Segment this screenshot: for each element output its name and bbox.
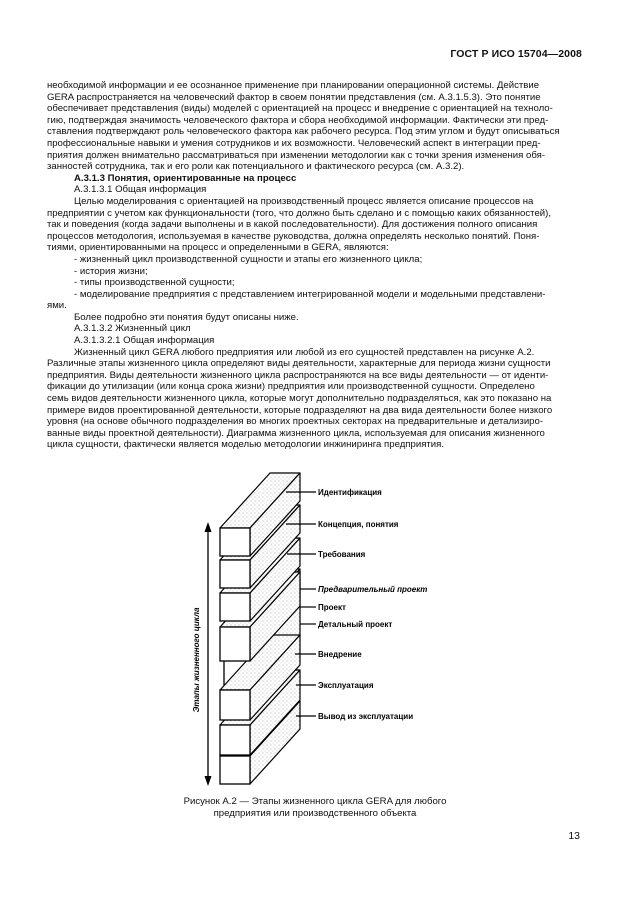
text-line: уровня (на основе обычного подразделения во многих проектных секторах на предварительные и детализиро-	[47, 416, 544, 428]
text-line: приятия должен внимательно рассматриваться при изменении методологии как с точки зрения изменения обя-	[47, 149, 546, 161]
subsection-heading-a3131: А.3.1.3.1 Общая информация	[74, 184, 207, 196]
caption-line: Рисунок А.2 — Этапы жизненного цикла GERA для любого	[183, 796, 447, 807]
text-line: Целью моделирования с ориентацией на производственный процесс является описание процессов на	[74, 195, 534, 207]
page-header-standard: ГОСТ Р ИСО 15704—2008	[450, 48, 582, 60]
text-line: GERA распространяется на человеческий фактор в своем понятии представления (см. А.3.1.5.3). Это понятие	[47, 91, 541, 103]
text-line: ванные виды проектной деятельности). Диаграмма жизненного цикла, используемая для описания жизненного	[47, 427, 545, 439]
paragraph-process-modeling	[47, 196, 583, 254]
list-item: - типы производственной сущности;	[74, 277, 235, 289]
list-item: - жизненный цикл производственной сущности и этапы его жизненного цикла;	[74, 253, 423, 265]
caption-line: предприятия или производственного объекта	[213, 807, 417, 819]
axis-arrow	[205, 522, 212, 786]
paragraph-human-factor	[47, 80, 583, 173]
figure-life-cycle-diagram	[150, 460, 480, 790]
stage-label: Проект	[318, 603, 346, 612]
life-cycle-stack-diagram	[150, 460, 480, 790]
subsection-heading-a3132: А.3.1.3.2 Жизненный цикл	[74, 323, 191, 335]
body-text	[47, 80, 583, 451]
text-line: ставления подтверждают роль человеческого фактора как рабочего ресурса. Под этим углом и будут описываться	[47, 126, 560, 138]
stage-label: Концепция, понятия	[318, 520, 399, 529]
stage-label: Детальный проект	[318, 620, 393, 629]
section-heading-a313: А.3.1.3 Понятия, ориентированные на процесс	[74, 172, 297, 184]
figure-caption	[0, 796, 630, 819]
stage-label: Предварительный проект	[318, 585, 428, 594]
list-item: - история жизни;	[74, 265, 148, 277]
paragraph-more-details: Более подробно эти понятия будут описаны ниже.	[74, 311, 299, 323]
text-line: Жизненный цикл GERA любого предприятия или любой из его сущностей представлен на рисунке А.2.	[74, 346, 535, 358]
stage-label: Требования	[318, 550, 366, 559]
text-line: занностей сотрудника, так и его роли как потенциального и фактического ресурса (см. А.3.2).	[47, 161, 465, 173]
stage-label: Идентификация	[318, 488, 382, 497]
list-item: - моделирование предприятия с представлением интегрированной модели и модельными представлени-	[74, 288, 546, 300]
stage-blocks	[220, 473, 300, 784]
axis-label: Этапы жизненного цикла	[192, 607, 201, 713]
text-line: примере видов проектированной деятельности, которые подразделяют на два вида деятельности более низкого	[47, 404, 553, 416]
page-number: 13	[568, 830, 580, 842]
text-line: профессиональные навыки и умения сотрудников и их возможности. Человеческий аспект в интеграции пред-	[47, 137, 541, 149]
text-line: предприятии с учетом как функциональности (того, что должно быть сделано и с помощью каких обязанностей),	[47, 207, 551, 219]
stage-labels	[286, 488, 427, 721]
stage-label: Вывод из эксплуатации	[318, 712, 414, 721]
text-line: фикации до утилизации (или конца срока жизни) предприятия или производственной сущности. Определено	[47, 381, 535, 393]
text-line: необходимой информации и ее осознанное применение при планировании операционной системы. Действие	[47, 80, 540, 91]
text-line: процессов методология, используемая в качестве руководства, должна определять несколько понятий. Поня-	[47, 230, 540, 242]
stage-label: Внедрение	[318, 650, 362, 659]
text-line: Различные этапы жизненного цикла определяют виды деятельности, характерные для периода жизни сущности	[47, 358, 551, 370]
subsection-heading-a31321: А.3.1.3.2.1 Общая информация	[74, 335, 215, 347]
paragraph-life-cycle	[47, 347, 583, 451]
text-line: предприятия. Виды деятельности жизненного цикла распространяются на все виды деятельности — от иденти-	[47, 369, 549, 381]
text-line: обеспечивает представления (виды) моделей с ориентацией на процесс и внедрение с ориентацией на техноло-	[47, 103, 553, 115]
list-item-continuation: ями.	[47, 300, 67, 312]
text-line: семь видов деятельности жизненного цикла, которые могут дополнительно подразделяться, как это показано на	[47, 393, 552, 405]
text-line: цикла сущности, фактически является моделью методологии инжиниринга предприятия.	[47, 439, 445, 451]
text-line: гию, подтверждая значимость человеческого фактора и сбора необходимой информации. Фактически эти пред-	[47, 114, 549, 126]
stage-label: Эксплуатация	[318, 681, 374, 690]
text-line: так и поведения (когда задачи выполнены и в какой последовательности). Для достижения полного описания	[47, 219, 538, 231]
text-line: тиями, ориентированными на процесс и определенными в GERA, являются:	[47, 242, 389, 254]
